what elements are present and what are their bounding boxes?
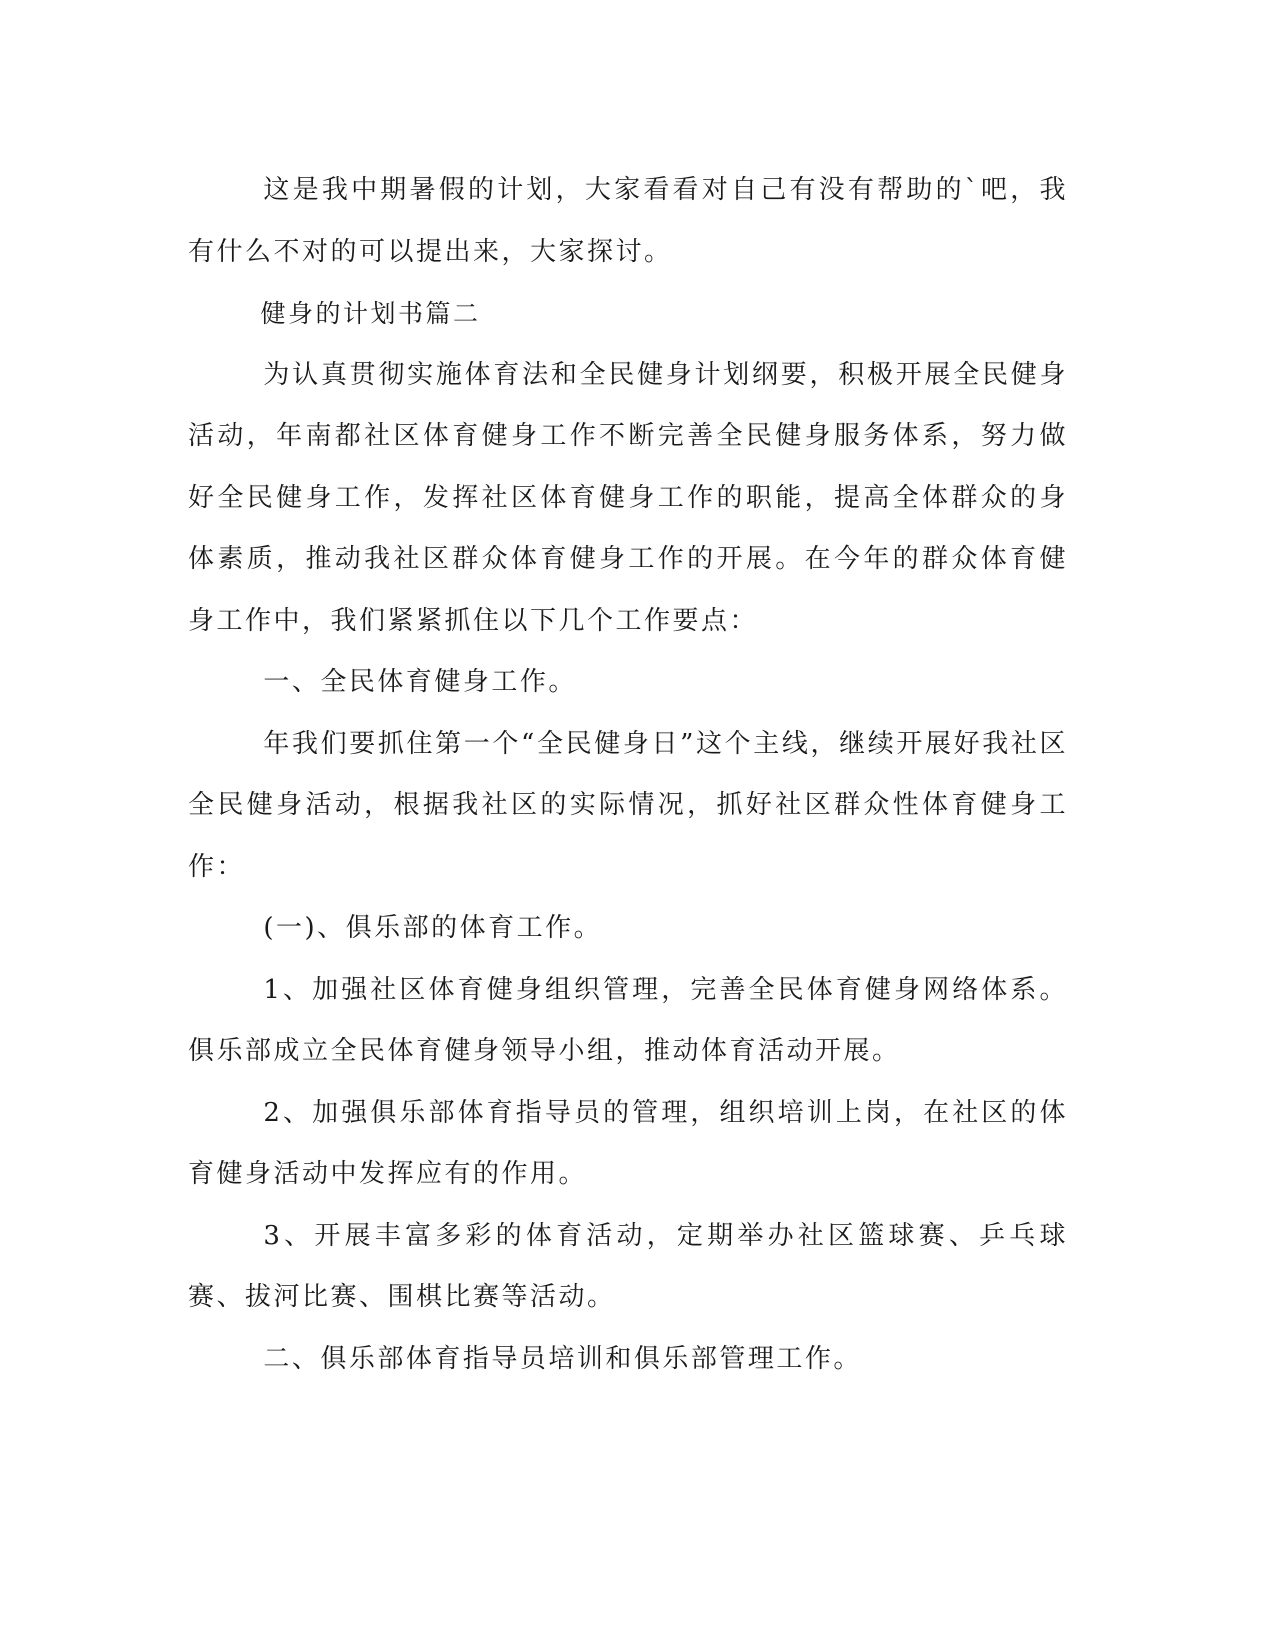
paragraph-intro: 为认真贯彻实施体育法和全民健身计划纲要，积极开展全民健身活动，年南都社区体育健身工作不断完善全民健身服务体系，努力做好全民健身工作，发挥社区体育健身工作的职能，提高全体群众的身体素质，推动我社区群众体育健身工作的开展。在今年的群众体育健身工作中，我们紧紧抓住以下几个工作要点： <box>188 359 1068 636</box>
list-item-3: 3、开展丰富多彩的体育活动，定期举办社区篮球赛、乒乓球赛、拔河比赛、围棋比赛等活动。 <box>188 1220 1068 1312</box>
heading-instructor-training: 二、俱乐部体育指导员培训和俱乐部管理工作。 <box>263 1343 862 1374</box>
list-item-2: 2、加强俱乐部体育指导员的管理，组织培训上岗，在社区的体育健身活动中发挥应有的作用。 <box>188 1097 1068 1189</box>
heading-club-sports-work: (一)、俱乐部的体育工作。 <box>263 913 603 943</box>
document-body <box>188 160 1068 1390</box>
section-title-fitness-plan-two: 健身的计划书篇二 <box>260 299 481 328</box>
paragraph-fitness-day: 年我们要抓住第一个“全民健身日”这个主线，继续开展好我社区全民健身活动，根据我社区的实际情况，抓好社区群众性体育健身工作： <box>188 728 1068 882</box>
heading-national-fitness-work: 一、全民体育健身工作。 <box>263 667 577 697</box>
paragraph-summer-plan-closing: 这是我中期暑假的计划，大家看看对自己有没有帮助的`吧，我有什么不对的可以提出来，大家探讨。 <box>188 175 1068 267</box>
list-item-1: 1、加强社区体育健身组织管理，完善全民体育健身网络体系。俱乐部成立全民体育健身领导小组，推动体育活动开展。 <box>188 974 1068 1066</box>
